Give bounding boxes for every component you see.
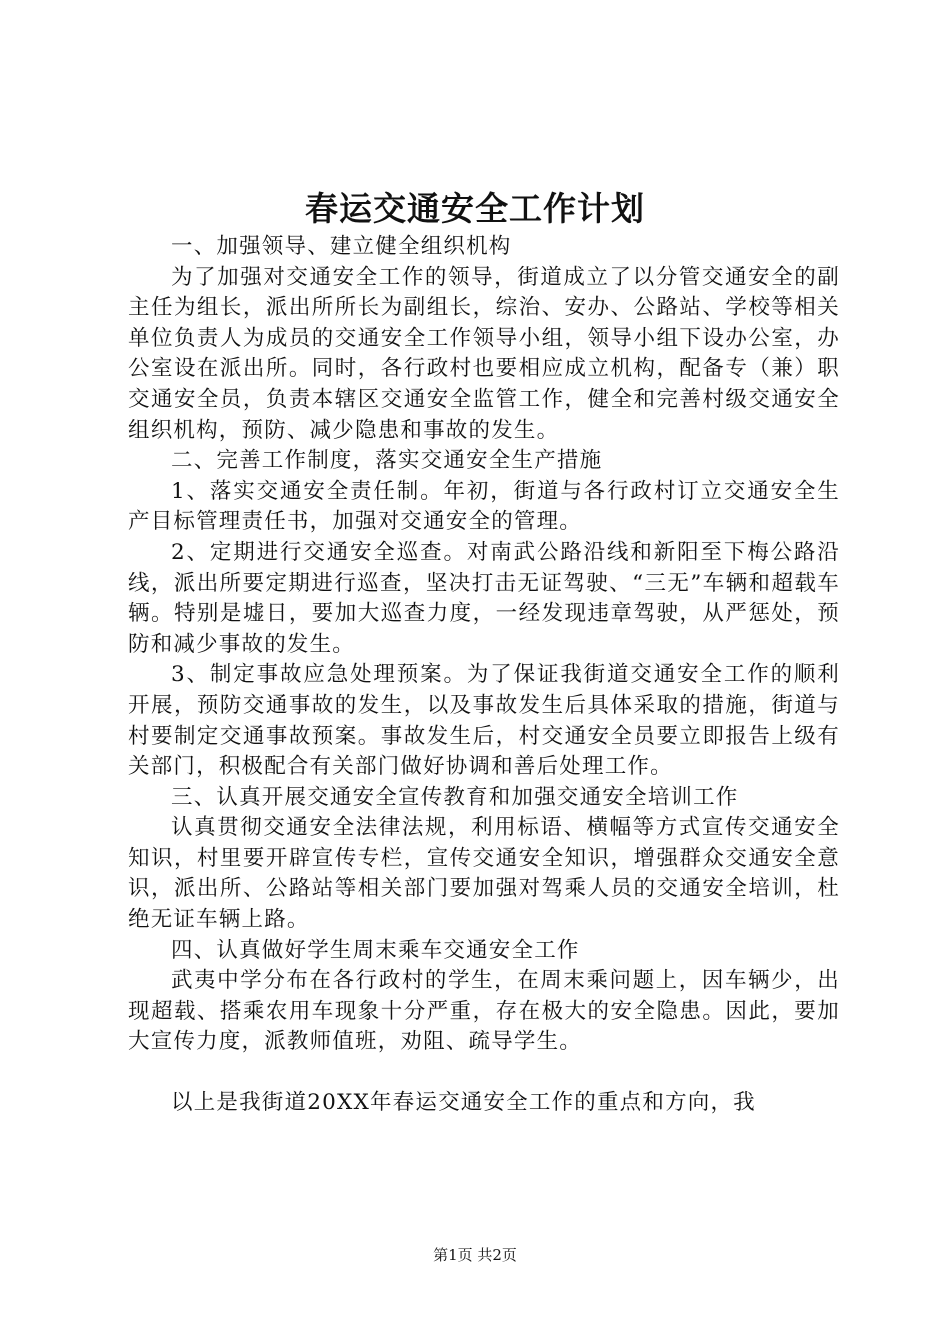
section-heading-3: 三、认真开展交通安全宣传教育和加强交通安全培训工作 bbox=[171, 784, 739, 810]
closing-paragraph: 以上是我街道20XX年春运交通安全工作的重点和方向，我 bbox=[171, 1090, 756, 1116]
section-heading-2: 二、完善工作制度，落实交通安全生产措施 bbox=[171, 448, 603, 474]
paragraph: 认真贯彻交通安全法律法规，利用标语、横幅等方式宣传交通安全知识，村里要开辟宣传专栏，宣传交通安全知识，增强群众交通安全意识，派出所、公路站等相关部门要加强对驾乘人员的交通安全培训，杜绝无证车辆上路。 bbox=[128, 815, 840, 933]
document-title: 春运交通安全工作计划 bbox=[305, 189, 645, 228]
paragraph: 为了加强对交通安全工作的领导，街道成立了以分管交通安全的副主任为组长，派出所所长为副组长，综治、安办、公路站、学校等相关单位负责人为成员的交通安全工作领导小组，领导小组下设办公室，办公室设在派出所。同时，各行政村也要相应成立机构，配备专（兼）职交通安全员，负责本辖区交通安全监管工作，健全和完善村级交通安全组织机构，预防、减少隐患和事故的发生。 bbox=[128, 264, 840, 443]
page-footer: 第1页 共2页 bbox=[433, 1246, 517, 1264]
paragraph: 武夷中学分布在各行政村的学生，在周末乘问题上，因车辆少，出现超载、搭乘农用车现象十分严重，存在极大的安全隐患。因此，要加大宣传力度，派教师值班，劝阻、疏导学生。 bbox=[128, 968, 840, 1055]
document-body bbox=[128, 232, 840, 1119]
section-heading-4: 四、认真做好学生周末乘车交通安全工作 bbox=[171, 937, 580, 963]
paragraph: 2、定期进行交通安全巡查。对南武公路沿线和新阳至下梅公路沿线，派出所要定期进行巡查，坚决打击无证驾驶、“三无”车辆和超载车辆。特别是墟日，要加大巡查力度，一经发现违章驾驶，从严惩处，预防和减少事故的发生。 bbox=[128, 539, 840, 657]
paragraph: 3、制定事故应急处理预案。为了保证我街道交通安全工作的顺利开展，预防交通事故的发生，以及事故发生后具体采取的措施，街道与村要制定交通事故预案。事故发生后，村交通安全员要立即报告上级有关部门，积极配合有关部门做好协调和善后处理工作。 bbox=[128, 662, 840, 780]
paragraph: 1、落实交通安全责任制。年初，街道与各行政村订立交通安全生产目标管理责任书，加强对交通安全的管理。 bbox=[128, 478, 840, 535]
section-heading-1: 一、加强领导、建立健全组织机构 bbox=[171, 234, 512, 259]
